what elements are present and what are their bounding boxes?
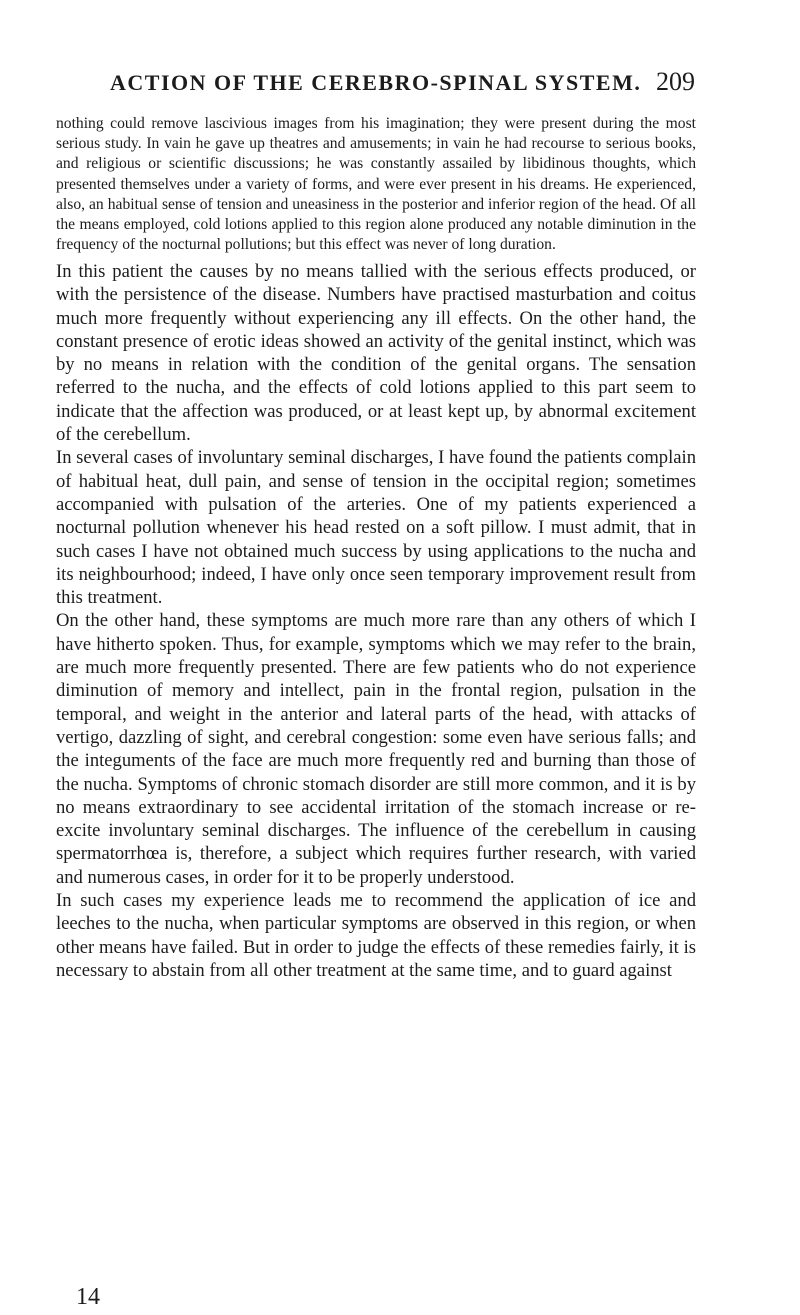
signature-mark: 14 [76, 1284, 100, 1310]
small-text-paragraph: nothing could remove lascivious images from his imagination; they were present during the most serious study. In vain he gave up theatres and amusements; in vain he had recourse to serious books, and religious or scientific discussions; he was constantly assailed by libidinous thoughts, which presented themselves under a variety of forms, and were ever present in his dreams. He experienced, also, an habitual sense of tension and uneasiness in the posterior and inferior region of the head. Of all the means employed, cold lotions applied to this region alone produced any notable diminution in the frequency of the nocturnal pollutions; but this effect was never of long duration. [56, 115, 696, 254]
main-text [56, 260, 696, 982]
running-title: ACTION OF THE CEREBRO-SPINAL SYSTEM. [110, 70, 642, 95]
paragraph-treatment: In such cases my experience leads me to recommend the application of ice and leeches to the nucha, when particular symptoms are observed in this region, or when other means have failed. But in order to judge the effects of these remedies fairly, it is necessary to abstain from all other treatment at the same time, and to guard against [56, 890, 696, 981]
paragraph-brain-symptoms: On the other hand, these symptoms are much more rare than any others of which I have hitherto spoken. Thus, for example, symptoms which we may refer to the brain, are much more frequently presented. There are few patients who do not experience diminution of memory and intellect, pain in the frontal region, pulsation in the temporal, and weight in the anterior and lateral parts of the head, with attacks of vertigo, dazzling of sight, and cerebral congestion: some even have serious falls; and the integuments of the face are much more frequently red and burning than those of the nucha. Symptoms of chronic stomach disorder are still more common, and it is by no means extraordinary to see accidental irritation of the stomach increase or re-excite involuntary seminal discharges. The influence of the cerebellum in causing spermatorrhœa is, therefore, a subject which requires further research, with varied and numerous cases, in order for it to be properly understood. [56, 610, 696, 888]
paragraph-causes: In this patient the causes by no means tallied with the serious effects produced, or with the persistence of the disease. Numbers have practised masturbation and coitus much more frequently without experiencing any ill effects. On the other hand, the constant presence of erotic ideas showed an activity of the genital instinct, which was by no means in relation with the condition of the genital organs. The sensation referred to the nucha, and the effects of cold lotions applied to this part seem to indicate that the affection was produced, or at least kept up, by abnormal excitement of the cerebellum. [56, 261, 696, 446]
paragraph-involuntary-discharges: In several cases of involuntary seminal discharges, I have found the patients complain of habitual heat, dull pain, and sense of tension in the occipital region; sometimes accompanied with pulsation of the arteries. One of my patients experienced a nocturnal pollution whenever his head rested on a soft pillow. I must admit, that in such cases I have not obtained much success by using applications to the nucha and its neighbourhood; indeed, I have only once seen temporary improvement result from this treatment. [56, 447, 696, 609]
page-number: 209 [656, 67, 695, 96]
case-description-paragraph [56, 114, 696, 255]
